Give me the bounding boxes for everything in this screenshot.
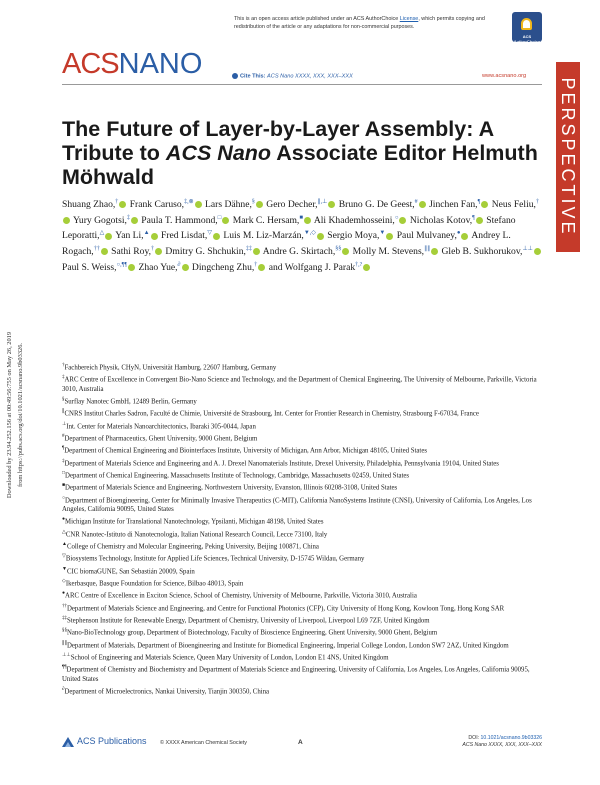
affiliation-item [62,469,542,480]
author-affiliation-marks: ‡ [126,214,130,221]
author-affiliation-marks: ▲ [143,230,150,237]
author-entry[interactable] [141,215,230,226]
affiliation-item [62,685,542,696]
orcid-icon[interactable] [151,233,158,240]
orcid-icon[interactable] [258,264,265,271]
orcid-icon[interactable] [253,248,260,255]
affiliation-item [62,663,542,683]
download-note-line-2: from https://pubs.acs.org/doi/10.1021/acsnano.9b03326. [17,343,24,488]
affiliation-item [62,457,542,468]
affiliation-mark: ⊥⊥ [62,653,71,659]
author-affiliation-marks: ¶ [472,214,475,221]
author-entry[interactable] [111,246,163,257]
author-entry[interactable] [223,230,325,241]
author-affiliation-marks: ■ [299,214,303,221]
author-affiliation-marks: ∥,⊥ [317,199,328,205]
author-entry[interactable] [410,215,484,226]
author-entry[interactable] [429,199,489,210]
author-entry[interactable] [192,262,266,273]
journal-website-link[interactable]: www.acsnano.org [482,73,527,79]
affiliation-item [62,540,542,551]
author-list [62,196,542,274]
author-affiliation-marks: §§ [335,245,342,252]
orcid-icon[interactable] [386,233,393,240]
acs-publications-logo[interactable] [62,736,147,747]
affiliation-mark: † [62,363,65,368]
orcid-icon[interactable] [419,201,426,208]
title-line-2-italic: ACS Nano [165,141,272,165]
affiliation-item [62,515,542,526]
affiliation-mark: ◇ [62,578,66,584]
affiliation-mark: ∥∥ [62,640,67,646]
author-affiliation-marks: § [251,199,255,205]
author-affiliation-marks: † [151,245,155,252]
orcid-icon[interactable] [213,233,220,240]
affiliation-item [62,589,542,600]
author-affiliation-marks: ○,¶¶ [116,261,128,268]
affiliation-mark: ▼ [62,566,67,572]
title-line-2-post: Associate Editor Helmuth [271,141,538,165]
author-entry[interactable] [314,215,408,226]
orcid-icon[interactable] [304,217,311,224]
affiliation-mark: ‡‡ [62,616,67,622]
affiliation-mark: §§ [62,628,67,634]
orcid-icon[interactable] [476,217,483,224]
author-entry[interactable] [397,230,470,241]
author-affiliation-marks: ▽ [207,230,212,237]
doi-block [444,735,542,749]
orcid-icon[interactable] [342,248,349,255]
author-entry[interactable] [62,262,136,273]
author-entry[interactable] [327,230,394,241]
affiliation-text: Ikerbasque, Basque Foundation for Science, Bilbao 48013, Spain [65,580,244,588]
title-line-2 [62,141,542,165]
affiliation-item [62,552,542,563]
affiliation-text: Department of Chemical Engineering and Biointerfaces Institute, University of Michigan, Ann Arbor, Michigan 48105, United States [64,447,427,455]
affiliation-item [62,639,542,650]
author-name: Andrey L. Rogach, [62,230,511,257]
orcid-icon[interactable] [461,233,468,240]
author-entry[interactable] [269,262,372,273]
page-number: A [298,739,303,746]
cite-this[interactable] [232,73,353,79]
author-affiliation-marks: † [115,199,119,205]
author-affiliation-marks: △ [99,230,105,237]
author-affiliation-marks: ● [456,230,461,237]
logo-acs: ACS [62,48,119,80]
open-access-note [234,15,504,31]
affiliation-mark: ● [62,591,66,597]
affiliation-item [62,420,542,431]
author-name: Gero Decher, [266,199,318,211]
journal-logo [62,48,202,81]
affiliation-text: Stephenson Institute for Renewable Energy, Department of Chemistry, University of Liverpool, Liverpool L69 7ZF, United Kingdom [67,617,430,625]
author-affiliation-marks: † [535,199,539,205]
orcid-icon[interactable] [101,248,108,255]
author-affiliation-marks: ‡,⊗ [184,199,194,205]
orcid-icon[interactable] [131,217,138,224]
affiliation-mark: ● [62,517,66,523]
affiliation-text: Department of Chemical Engineering, Massachusetts Institute of Technology, Cambridge, Massachusetts 02459, United States [65,472,410,480]
affiliation-item [62,373,542,393]
author-entry[interactable] [339,199,427,210]
oa-note-text-2: , which permits copying and redistribution of the article or any adaptations for non-commercial purposes. [234,16,485,30]
affiliation-text: ARC Centre of Excellence in Convergent Bio-Nano Science and Technology, and the Department of Chemical Engineering, The University of Melbourne, Parkville, Victoria 3010, Australia [62,376,537,393]
author-name: Molly M. Stevens, [352,245,425,257]
author-entry[interactable] [62,199,127,210]
affiliation-mark: ‡ [62,375,65,381]
affiliation-mark: □ [62,470,66,476]
journal-reference: ACS Nano XXXX, XXX, XXX–XXX [462,742,542,748]
affiliation-text: Department of Materials Science and Engineering and A. J. Drexel Nanomaterials Institute, Drexel University, Philadelphia, Pennsylvania 19104, United States [64,459,499,467]
doi-label: DOI: [468,735,480,741]
affiliation-list [62,361,542,697]
open-lock-icon [521,18,532,30]
orcid-icon[interactable] [328,201,335,208]
title-line-1: The Future of Layer-by-Layer Assembly: A [62,117,495,141]
affiliation-text: CNRS Institut Charles Sadron, Faculté de Chimie, Université de Strasbourg, Int. Center for Frontier Research in Chemistry, Strasbourg F-67034, France [64,410,479,418]
affiliation-mark: †† [62,603,67,609]
affiliation-mark: § [62,396,65,402]
orcid-icon[interactable] [105,233,112,240]
orcid-icon[interactable] [195,201,202,208]
oa-note-text-1: This is an open access article published under an ACS AuthorChoice [234,16,399,22]
orcid-icon[interactable] [534,248,541,255]
affiliation-item [62,432,542,443]
affiliation-item [62,577,542,588]
section-sidebar [556,62,580,252]
author-name: Lars Dähne, [205,199,252,211]
author-name: Yan Li, [115,230,144,242]
author-name: Luis M. Liz-Marzán, [223,230,304,242]
affiliation-mark: # [62,433,65,439]
author-name: Dingcheng Zhu, [191,261,255,273]
author-entry[interactable] [353,246,439,257]
download-source-note [17,270,27,560]
affiliation-item [62,626,542,637]
affiliation-item [62,494,542,514]
cite-icon [232,73,238,79]
affiliation-text: College of Chemistry and Molecular Engineering, Peking University, Beijing 100871, China [66,543,319,551]
affiliation-item [62,407,542,418]
cite-label: Cite This: [240,73,266,80]
download-note-line-1: Downloaded by 23.94.252.156 at 00:49:56:755 on May 26, 2019 [6,331,13,499]
orcid-icon[interactable] [63,217,70,224]
affiliation-item [62,395,542,406]
affiliation-mark: ▲ [62,541,67,547]
affiliation-item [62,528,542,539]
affiliation-mark: ⊥ [62,421,67,427]
affiliation-text: Biosystems Technology, Institute for Applied Life Sciences, Technical University, D-15745 Wildau, Germany [65,555,365,563]
author-affiliation-marks: † [254,261,258,268]
orcid-icon[interactable] [481,201,488,208]
affiliation-item [62,614,542,625]
author-name: Paul S. Weiss, [62,261,117,273]
title-line-3: Möhwald [62,165,154,189]
affiliation-text: Department of Materials Science and Engineering, Northwestern University, Evanston, Illinois 60208-3108, United States [65,484,398,492]
affiliation-item [62,651,542,662]
affiliation-mark: ∂ [62,686,65,692]
affiliation-text: Department of Pharmaceutics, Ghent University, 9000 Ghent, Belgium [64,435,258,443]
orcid-icon[interactable] [256,201,263,208]
affiliation-item [62,361,542,372]
author-name: Nicholas Kotov, [409,214,473,226]
affiliation-item [62,565,542,576]
copyright: © XXXX American Chemical Society [160,740,247,746]
orcid-icon[interactable] [222,217,229,224]
author-name: Ali Khademhosseini, [313,214,395,226]
author-affiliation-marks: □ [217,214,222,221]
author-name: Sergio Moya, [327,230,380,242]
author-entry[interactable] [442,246,542,257]
author-name: Bruno G. De Geest, [338,199,415,211]
author-name: Yury Gogotsi, [73,214,127,226]
author-entry[interactable] [130,199,203,210]
license-link[interactable]: License [399,16,419,22]
affiliation-text: CIC biomaGUNE, San Sebastián 20009, Spain [66,567,195,575]
author-name: Dmitry G. Shchukin, [165,245,246,257]
orcid-icon[interactable] [363,264,370,271]
author-entry[interactable] [161,230,221,241]
affiliation-text: Surflay Nanotec GmbH, 12489 Berlin, Germany [64,398,197,406]
author-entry[interactable] [205,199,264,210]
header-divider [62,84,542,85]
acs-publications-icon [62,737,74,747]
logo-nano: NANO [118,48,203,80]
author-affiliation-marks: ⊥⊥ [522,245,533,252]
section-label: PERSPECTIVE [558,77,578,237]
affiliation-text: Int. Center for Materials Nanoarchitectonics, Ibaraki 305-0044, Japan [66,422,256,430]
affiliation-mark: ¶¶ [62,665,67,671]
author-entry[interactable] [138,262,189,273]
author-affiliation-marks: ∥∥ [424,245,431,252]
author-name: Fred Lisdat, [160,230,208,242]
author-affiliation-marks: †,? [355,261,363,268]
author-entry[interactable] [263,246,350,257]
author-affiliation-marks: ○ [394,214,399,221]
affiliation-mark: ▽ [62,554,66,560]
orcid-icon[interactable] [317,233,324,240]
author-name: Andre G. Skirtach, [262,245,336,257]
affiliation-mark: ■ [62,483,66,489]
affiliation-item [62,602,542,613]
author-name: Zhao Yue, [138,261,178,273]
author-name: Sathi Roy, [111,245,152,257]
affiliation-text: CNR Nanotec-Istituto di Nanotecnologia, Italian National Research Council, Lecce 73100, Italy [65,530,328,538]
author-name: Jinchen Fan, [429,199,478,211]
cite-value: ACS Nano XXXX, XXX, XXX–XXX [267,73,353,80]
affiliation-mark: ○ [62,495,66,501]
author-name: Paul Mulvaney, [396,230,457,242]
affiliation-item [62,444,542,455]
author-entry[interactable] [266,199,336,210]
author-name: Mark C. Hersam, [232,214,300,226]
author-name: Frank Caruso, [129,199,185,211]
badge-label: ACS AuthorChoice [513,34,541,44]
author-name: Stefano Leporatti, [62,214,516,242]
author-affiliation-marks: ▼ [379,230,386,237]
article-title [62,117,542,189]
author-affiliation-marks: ▼,◇ [303,230,316,237]
author-name: Gleb B. Sukhorukov, [441,245,523,257]
affiliation-text: Department of Microelectronics, Nankai University, Tianjin 300350, China [64,688,270,696]
download-note [6,270,16,560]
author-affiliation-marks: # [414,199,418,205]
affiliation-item [62,481,542,492]
orcid-icon[interactable] [119,201,126,208]
affiliation-mark: △ [62,529,66,535]
author-affiliation-marks: ‡‡ [245,245,252,252]
affiliation-mark: ∥ [62,409,65,415]
author-affiliation-marks: †† [93,245,100,252]
author-affiliation-marks: ∂ [177,261,181,268]
orcid-icon[interactable] [182,264,189,271]
author-entry[interactable] [165,246,260,257]
orcid-icon[interactable] [431,248,438,255]
doi-link[interactable]: 10.1021/acsnano.9b03326 [480,735,542,741]
publisher-name: ACS Publications [77,736,147,746]
author-name: Paula T. Hammond, [141,214,218,226]
acs-authorchoice-badge[interactable] [512,12,542,42]
orcid-icon[interactable] [128,264,135,271]
affiliation-text: ARC Centre of Excellence in Exciton Science, School of Chemistry, University of Melbourne, Parkville, Victoria 3010, Australia [65,592,417,600]
affiliation-text: Department of Chemistry and Biochemistry and Department of Materials Science and Engineering, University of California, Los Angeles, Los Angeles, California 90095, United States [62,666,530,683]
author-entry[interactable] [115,230,158,241]
orcid-icon[interactable] [155,248,162,255]
affiliation-mark: ‡ [62,458,65,464]
affiliation-text: School of Engineering and Materials Science, Queen Mary University of London, London E1 4NS, United Kingdom [70,654,389,662]
author-name: Shuang Zhao, [62,199,116,211]
author-name: Neus Feliu, [491,199,536,211]
orcid-icon[interactable] [399,217,406,224]
author-entry[interactable] [73,215,139,226]
affiliation-text: Fachbereich Physik, CHyN, Universität Hamburg, 22607 Hamburg, Germany [64,364,277,372]
title-line-2-pre: Tribute to [62,141,166,165]
affiliation-text: Department of Bioengineering, Center for Minimally Invasive Therapeutics (C-MIT), California NanoSystems Institute (CNSI), University of California, Los Angeles, Los Angeles, California 90095, United States [62,496,532,514]
author-entry[interactable] [233,215,312,226]
author-name: and Wolfgang J. Parak [268,261,356,273]
affiliation-text: Nano-BioTechnology group, Department of Biotechnology, Faculty of Bioscience Engineering, Ghent University, 9000 Ghent, Belgium [67,629,438,637]
affiliation-text: Michigan Institute for Translational Nanotechnology, Ypsilanti, Michigan 48198, United States [65,518,324,526]
affiliation-text: Department of Materials Science and Engineering, and Centre for Functional Photonics (CFP), City University of Hong Kong, Kowloon Tong, Hong Kong SAR [67,604,505,612]
author-affiliation-marks: ¶ [477,199,481,205]
affiliation-mark: ¶ [62,446,65,452]
affiliation-text: Department of Materials, Department of Bioengineering and Institute for Biomedical Engineering, Imperial College London, London SW7 2AZ, United Kingdom [67,642,509,649]
